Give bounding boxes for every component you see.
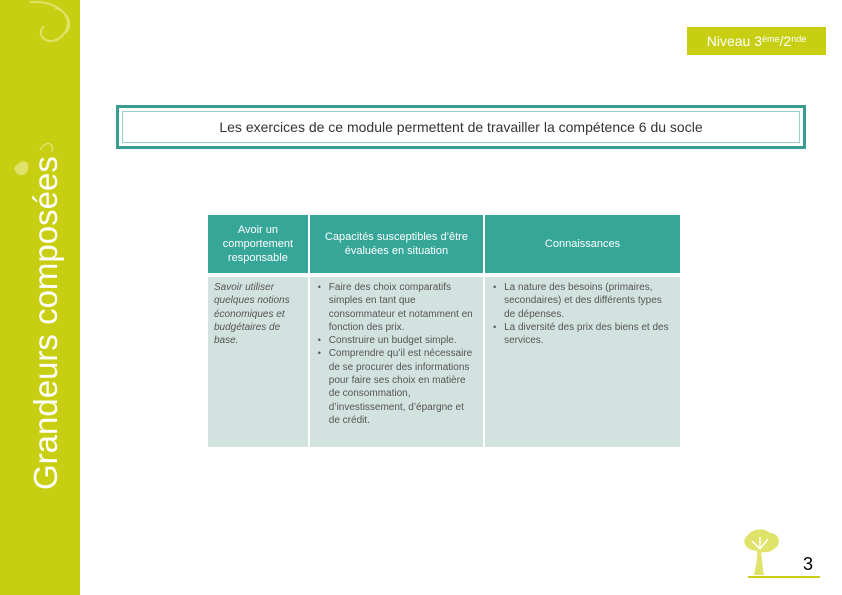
skills-table [206, 215, 682, 447]
capacites-list [316, 281, 477, 427]
header-comportement: Avoir un comportement responsable [208, 215, 308, 277]
competence-banner [116, 105, 806, 149]
cell-capacites [310, 277, 483, 447]
sidebar-title: Grandeurs composées [27, 156, 64, 490]
cell-connaissances [485, 277, 680, 447]
list-item: • La diversité des prix des biens et des services. [491, 321, 674, 348]
connaissances-list [491, 281, 674, 347]
list-item: • Construire un budget simple. [316, 334, 477, 347]
level-prefix: Niveau 3 [706, 33, 763, 49]
tree-logo-icon [738, 527, 786, 577]
page-number: 3 [802, 554, 813, 574]
list-item: • Comprendre qu’il est nécessaire de se procurer des informations pour faire ses choix en matière de consommation, d’investissement, d’épargne et de crédit. [316, 347, 477, 427]
header-capacites: Capacités susceptibles d’être évaluées en situation [310, 215, 483, 277]
cell-comportement: Savoir utiliser quelques notions économiques et budgétaires de base. [208, 277, 308, 447]
level-badge [687, 27, 826, 55]
page-number-underline [748, 576, 820, 578]
list-item: • La nature des besoins (primaires, secondaires) et des différents types de dépenses. [491, 281, 674, 321]
level-sep: /2 [779, 33, 792, 49]
table-row [208, 277, 680, 447]
sidebar [0, 0, 80, 595]
level-sup-1: ème [762, 34, 780, 44]
header-connaissances: Connaissances [485, 215, 680, 277]
list-item: • Faire des choix comparatifs simples en tant que consommateur et notamment en fonction des prix. [316, 281, 477, 334]
banner-text: Les exercices de ce module permettent de travailler la compétence 6 du socle [122, 111, 800, 143]
level-sup-2: nde [791, 34, 807, 44]
table-header-row [208, 215, 680, 277]
